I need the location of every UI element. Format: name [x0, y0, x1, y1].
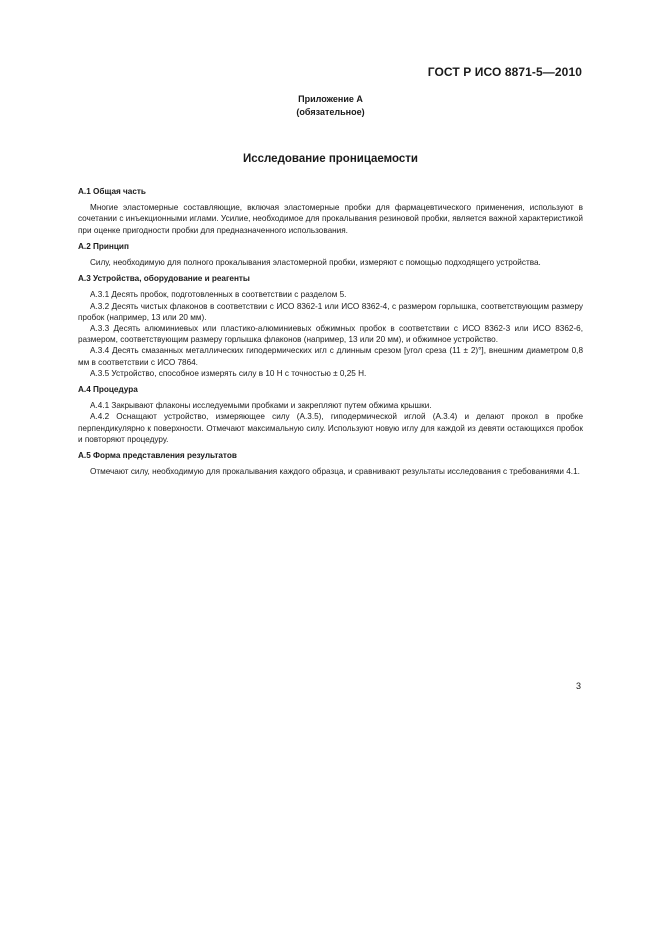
annex-title: Приложение А: [298, 94, 363, 104]
section-heading: А.4 Процедура: [78, 385, 138, 395]
paragraph: А.3.2 Десять чистых флаконов в соответствии с ИСО 8362-1 или ИСО 8362-4, с размером горлышка, соответствующим размеру пробок (например, 13 или 20 мм).: [78, 301, 583, 322]
annex-heading: [0, 93, 661, 119]
paragraph: Многие эластомерные составляющие, включая эластомерные пробки для фармацевтического применения, используют в сочетании с инъекционными иглами. Усилие, необходимое для прокалывания резиновой пробки, является важной характеристикой при оценке пригодности пробки для предназначенного использования.: [78, 203, 583, 235]
section-a1: [78, 186, 583, 236]
section-heading: А.3 Устройства, оборудование и реагенты: [78, 274, 250, 284]
paragraph: А.4.1 Закрывают флаконы исследуемыми пробками и закрепляют путем обжима крышки.: [90, 401, 432, 411]
section-a3: [78, 273, 583, 379]
page-number: 3: [575, 681, 581, 691]
section-heading: А.5 Форма представления результатов: [78, 451, 237, 461]
section-a2: [78, 241, 583, 268]
document-code: ГОСТ Р ИСО 8871-5—2010: [427, 65, 582, 79]
paragraph: А.3.5 Устройство, способное измерять силу в 10 Н с точностью ± 0,25 Н.: [90, 368, 367, 378]
page-title: Исследование проницаемости: [242, 153, 419, 165]
section-a4: [78, 384, 583, 445]
paragraph: Отмечают силу, необходимую для прокалывания каждого образца, и сравнивают результаты исследования с требованиями 4.1.: [90, 467, 580, 477]
document-body: [78, 186, 583, 482]
section-a5: [78, 450, 583, 477]
paragraph: Силу, необходимую для полного прокалывания эластомерной пробки, измеряют с помощью подходящего устройства.: [90, 258, 541, 268]
annex-status: (обязательное): [296, 107, 365, 117]
section-heading: А.1 Общая часть: [78, 187, 146, 196]
paragraph: А.3.3 Десять алюминиевых или пластико-алюминиевых обжимных пробок в соответствии с ИСО 8362-3 или ИСО 8362-6, размером, соответствующим размеру горлышка флаконов (например, 13 или 20 мм), и обжимное устройство.: [78, 324, 583, 345]
paragraph: А.3.4 Десять смазанных металлических гиподермических игл с длинным срезом [угол среза (11 ± 2)°], внешним диаметром 0,8 мм в соответствии с ИСО 7864.: [78, 346, 583, 367]
paragraph: А.3.1 Десять пробок, подготовленных в соответствии с разделом 5.: [90, 290, 347, 300]
section-heading: А.2 Принцип: [78, 241, 129, 251]
paragraph: А.4.2 Оснащают устройство, измеряющее силу (А.3.5), гиподермической иглой (А.3.4) и делают прокол в пробке перпендикулярно к поверхности. Отмечают максимальную силу. Используют новую иглу для каждой из девяти остающихся пробок и повторяют процедуру.: [78, 412, 583, 444]
